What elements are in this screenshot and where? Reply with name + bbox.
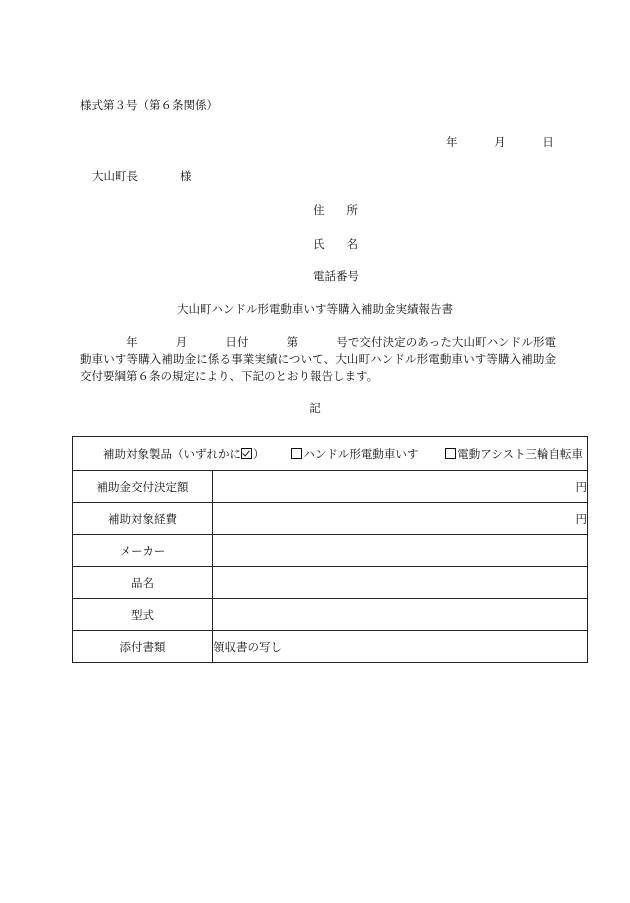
addressee-suffix: 様 bbox=[180, 169, 192, 183]
applicant-address-label bbox=[313, 202, 358, 218]
row-value[interactable] bbox=[213, 567, 588, 599]
address-label-char-2: 所 bbox=[346, 203, 358, 217]
row-value[interactable] bbox=[213, 535, 588, 567]
body-text: 号で交付決定のあった大山町ハンドル形電動車いす等購入補助金に係る事業実績について、大山町ハンドル形電動車いす等購入補助金交付要綱第６条の規定により、下記のとおり報告します。 bbox=[80, 335, 557, 383]
document-title: 大山町ハンドル形電動車いす等購入補助金実績報告書 bbox=[177, 302, 453, 316]
body-day-date: 日付 bbox=[225, 335, 249, 349]
addressee-name: 大山町長 bbox=[92, 169, 138, 183]
checkbox-icon[interactable] bbox=[291, 448, 302, 459]
row-value[interactable]: 円 bbox=[213, 503, 588, 535]
row-label: 添付書類 bbox=[73, 631, 213, 663]
applicant-name-label bbox=[313, 236, 358, 252]
table-row bbox=[73, 567, 588, 599]
ki-heading: 記 bbox=[309, 401, 321, 415]
row-label: 補助金交付決定額 bbox=[73, 471, 213, 503]
name-label-char-2: 名 bbox=[346, 237, 358, 251]
table-row bbox=[73, 471, 588, 503]
row-value[interactable]: 円 bbox=[213, 471, 588, 503]
body-month: 月 bbox=[175, 335, 188, 349]
body-dai: 第 bbox=[286, 335, 299, 349]
applicant-phone-label: 電話番号 bbox=[313, 269, 359, 283]
product-label: 補助対象製品（いずれかに ） bbox=[103, 446, 265, 461]
table-row bbox=[73, 599, 588, 631]
product-cell bbox=[73, 437, 588, 471]
option-tricycle[interactable]: 電動アシスト三輪自転車 bbox=[445, 446, 583, 462]
row-label: 品名 bbox=[73, 567, 213, 599]
product-row bbox=[73, 437, 588, 471]
body-paragraph bbox=[80, 334, 556, 385]
date-month-label: 月 bbox=[494, 135, 506, 149]
table-row bbox=[73, 631, 588, 663]
row-label: 補助対象経費 bbox=[73, 503, 213, 535]
checkbox-icon[interactable] bbox=[445, 448, 456, 459]
option-wheelchair[interactable]: ハンドル形電動車いす bbox=[291, 446, 418, 462]
date-day-label: 日 bbox=[542, 135, 554, 149]
row-label: メーカー bbox=[73, 535, 213, 567]
row-label: 型式 bbox=[73, 599, 213, 631]
checked-checkbox-icon bbox=[241, 448, 252, 459]
date-year-label: 年 bbox=[446, 135, 458, 149]
date-line bbox=[446, 134, 554, 150]
body-year: 年 bbox=[126, 335, 138, 349]
form-number: 様式第３号（第６条関係） bbox=[80, 98, 218, 112]
report-table bbox=[72, 436, 588, 663]
address-label-char-1: 住 bbox=[313, 203, 325, 217]
row-value: 領収書の写し bbox=[213, 631, 588, 663]
name-label-char-1: 氏 bbox=[313, 237, 325, 251]
table-row bbox=[73, 535, 588, 567]
table-row bbox=[73, 503, 588, 535]
addressee bbox=[92, 168, 192, 184]
row-value[interactable] bbox=[213, 599, 588, 631]
